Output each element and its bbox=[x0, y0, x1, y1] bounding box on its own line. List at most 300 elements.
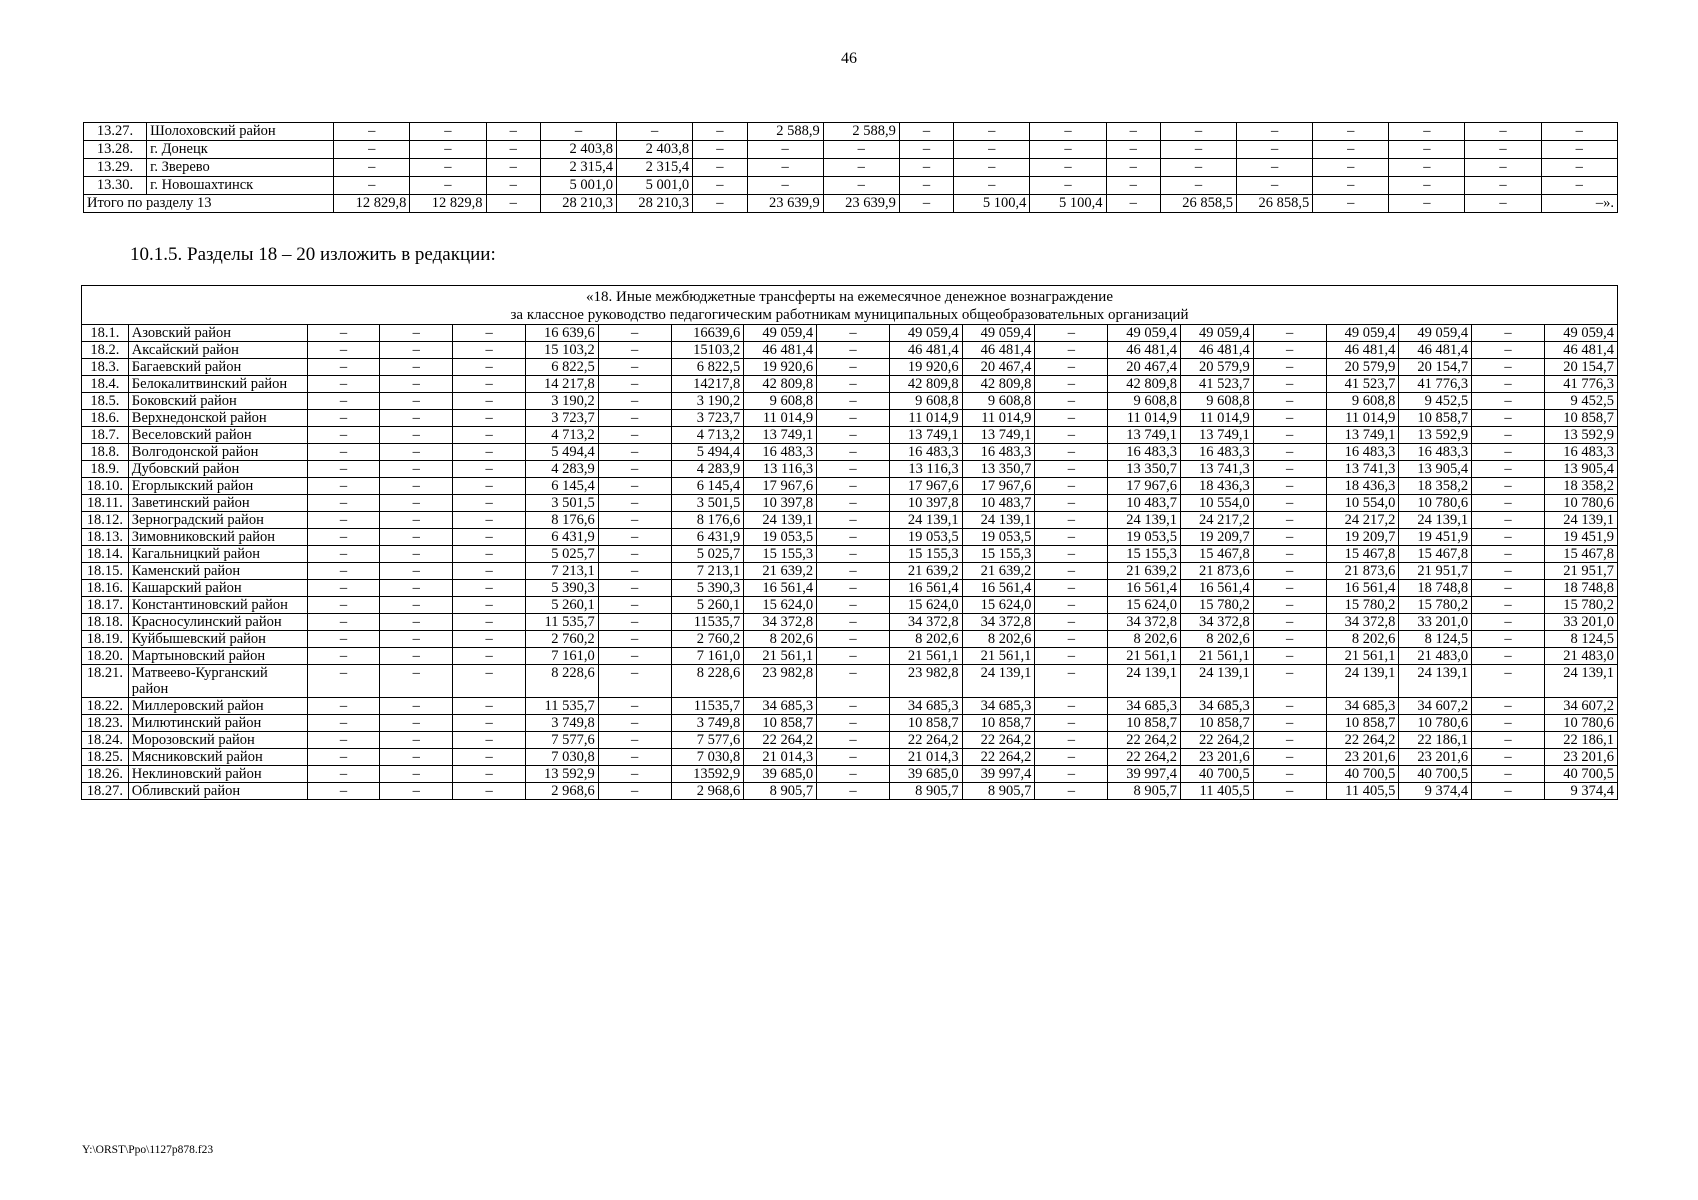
value-cell: – bbox=[453, 342, 526, 359]
value-cell: 41 523,7 bbox=[1326, 376, 1399, 393]
value-cell: – bbox=[1160, 159, 1236, 177]
total-value-cell: 26 858,5 bbox=[1160, 195, 1236, 213]
value-cell: – bbox=[1160, 177, 1236, 195]
value-cell: 19 053,5 bbox=[1108, 529, 1181, 546]
value-cell: – bbox=[1472, 766, 1545, 783]
value-cell: – bbox=[899, 123, 953, 141]
value-cell: – bbox=[817, 393, 890, 410]
value-cell: 39 685,0 bbox=[744, 766, 817, 783]
value-cell: – bbox=[380, 376, 453, 393]
table-caption-line-2: за классное руководство педагогическим работникам муниципальных общеобразовательных организаций bbox=[510, 307, 1189, 323]
value-cell: 8 228,6 bbox=[671, 665, 744, 698]
value-cell: – bbox=[453, 665, 526, 698]
district-name: Белокалитвинский район bbox=[128, 376, 307, 393]
value-cell: 9 374,4 bbox=[1544, 783, 1617, 800]
value-cell: – bbox=[598, 393, 671, 410]
row-number: 18.27. bbox=[82, 783, 129, 800]
row-number: 18.4. bbox=[82, 376, 129, 393]
value-cell: – bbox=[380, 393, 453, 410]
district-name: Милютинский район bbox=[128, 715, 307, 732]
value-cell: – bbox=[1253, 359, 1326, 376]
value-cell: – bbox=[307, 749, 380, 766]
table-row bbox=[82, 512, 1618, 529]
value-cell: 6 431,9 bbox=[671, 529, 744, 546]
value-cell: 10 780,6 bbox=[1544, 495, 1617, 512]
district-name: Дубовский район bbox=[128, 461, 307, 478]
value-cell: 3 749,8 bbox=[525, 715, 598, 732]
value-cell: 8 905,7 bbox=[962, 783, 1035, 800]
value-cell: 46 481,4 bbox=[1399, 342, 1472, 359]
row-number: 18.23. bbox=[82, 715, 129, 732]
value-cell: – bbox=[1389, 141, 1465, 159]
total-value-cell: 23 639,9 bbox=[747, 195, 823, 213]
value-cell: 34 607,2 bbox=[1544, 698, 1617, 715]
value-cell: 8 176,6 bbox=[671, 512, 744, 529]
value-cell: – bbox=[817, 529, 890, 546]
value-cell: 42 809,8 bbox=[1108, 376, 1181, 393]
total-value-cell: – bbox=[486, 195, 540, 213]
row-number: 18.25. bbox=[82, 749, 129, 766]
value-cell: 16 483,3 bbox=[1180, 444, 1253, 461]
value-cell: 21 639,2 bbox=[1108, 563, 1181, 580]
value-cell: – bbox=[899, 141, 953, 159]
value-cell: 14217,8 bbox=[671, 376, 744, 393]
value-cell: 16639,6 bbox=[671, 325, 744, 342]
row-number: 18.22. bbox=[82, 698, 129, 715]
value-cell: – bbox=[747, 177, 823, 195]
value-cell: – bbox=[307, 631, 380, 648]
value-cell: – bbox=[1472, 563, 1545, 580]
value-cell: – bbox=[1253, 427, 1326, 444]
value-cell: – bbox=[1465, 141, 1541, 159]
table-row bbox=[82, 766, 1618, 783]
total-label: Итого по разделу 13 bbox=[84, 195, 334, 213]
value-cell: 13 741,3 bbox=[1180, 461, 1253, 478]
value-cell: 15 624,0 bbox=[1108, 597, 1181, 614]
value-cell: 34 372,8 bbox=[1180, 614, 1253, 631]
value-cell: – bbox=[598, 427, 671, 444]
total-value-cell: 12 829,8 bbox=[410, 195, 486, 213]
value-cell: – bbox=[1035, 614, 1108, 631]
value-cell: 9 452,5 bbox=[1544, 393, 1617, 410]
value-cell: 41 776,3 bbox=[1399, 376, 1472, 393]
table-row bbox=[82, 715, 1618, 732]
value-cell: 13 749,1 bbox=[889, 427, 962, 444]
value-cell: – bbox=[307, 410, 380, 427]
row-number: 18.13. bbox=[82, 529, 129, 546]
row-number: 13.27. bbox=[84, 123, 147, 141]
value-cell: 49 059,4 bbox=[1399, 325, 1472, 342]
table-row bbox=[82, 325, 1618, 342]
row-name: г. Зверево bbox=[147, 159, 334, 177]
value-cell: 13 905,4 bbox=[1399, 461, 1472, 478]
value-cell: 3 190,2 bbox=[671, 393, 744, 410]
value-cell: 4 713,2 bbox=[671, 427, 744, 444]
subheading: 10.1.5. Разделы 18 – 20 изложить в редакции: bbox=[130, 244, 496, 265]
value-cell: – bbox=[307, 495, 380, 512]
value-cell: – bbox=[1035, 529, 1108, 546]
value-cell: – bbox=[598, 444, 671, 461]
value-cell: – bbox=[1030, 159, 1106, 177]
table-row bbox=[84, 141, 1618, 159]
total-value-cell: 5 100,4 bbox=[1030, 195, 1106, 213]
table-row bbox=[82, 631, 1618, 648]
value-cell: 6 822,5 bbox=[671, 359, 744, 376]
value-cell: – bbox=[1472, 359, 1545, 376]
value-cell: – bbox=[1313, 123, 1389, 141]
row-number: 18.7. bbox=[82, 427, 129, 444]
value-cell: – bbox=[380, 325, 453, 342]
table-row bbox=[82, 427, 1618, 444]
value-cell: – bbox=[817, 783, 890, 800]
value-cell: – bbox=[453, 783, 526, 800]
value-cell: – bbox=[817, 580, 890, 597]
value-cell: – bbox=[453, 749, 526, 766]
value-cell: 4 283,9 bbox=[525, 461, 598, 478]
value-cell: – bbox=[1030, 123, 1106, 141]
row-name: г. Новошахтинск bbox=[147, 177, 334, 195]
value-cell: – bbox=[954, 159, 1030, 177]
value-cell: 10 483,7 bbox=[1108, 495, 1181, 512]
value-cell: 13 749,1 bbox=[1326, 427, 1399, 444]
value-cell: – bbox=[380, 461, 453, 478]
district-name: Мартыновский район bbox=[128, 648, 307, 665]
value-cell: 5 025,7 bbox=[525, 546, 598, 563]
value-cell: 22 264,2 bbox=[1326, 732, 1399, 749]
value-cell: – bbox=[380, 529, 453, 546]
value-cell: 3 190,2 bbox=[525, 393, 598, 410]
value-cell: – bbox=[1313, 141, 1389, 159]
district-name: Константиновский район bbox=[128, 597, 307, 614]
value-cell: – bbox=[1035, 665, 1108, 698]
district-name: Неклиновский район bbox=[128, 766, 307, 783]
value-cell: – bbox=[453, 410, 526, 427]
value-cell: 14 217,8 bbox=[525, 376, 598, 393]
value-cell: 2 403,8 bbox=[540, 141, 616, 159]
value-cell: 40 700,5 bbox=[1544, 766, 1617, 783]
value-cell: – bbox=[410, 141, 486, 159]
value-cell: 10 483,7 bbox=[962, 495, 1035, 512]
value-cell: 19 053,5 bbox=[889, 529, 962, 546]
value-cell: – bbox=[954, 177, 1030, 195]
value-cell: 17 967,6 bbox=[1108, 478, 1181, 495]
value-cell: – bbox=[598, 495, 671, 512]
value-cell: 2 315,4 bbox=[540, 159, 616, 177]
value-cell: – bbox=[598, 512, 671, 529]
total-value-cell: – bbox=[899, 195, 953, 213]
value-cell: – bbox=[453, 597, 526, 614]
value-cell: 8 202,6 bbox=[1180, 631, 1253, 648]
value-cell: – bbox=[1253, 715, 1326, 732]
total-value-cell: –». bbox=[1541, 195, 1617, 213]
value-cell: – bbox=[307, 665, 380, 698]
page-number: 46 bbox=[841, 50, 857, 67]
previous-section-table bbox=[83, 122, 1618, 213]
value-cell: – bbox=[486, 159, 540, 177]
value-cell: – bbox=[307, 529, 380, 546]
table-row bbox=[82, 580, 1618, 597]
value-cell: – bbox=[307, 478, 380, 495]
value-cell: 6 431,9 bbox=[525, 529, 598, 546]
value-cell: 49 059,4 bbox=[744, 325, 817, 342]
value-cell: – bbox=[598, 648, 671, 665]
value-cell: 24 139,1 bbox=[744, 512, 817, 529]
value-cell: – bbox=[453, 648, 526, 665]
value-cell: – bbox=[1389, 123, 1465, 141]
value-cell: 16 561,4 bbox=[1180, 580, 1253, 597]
value-cell: 24 139,1 bbox=[1544, 665, 1617, 698]
value-cell: – bbox=[380, 749, 453, 766]
value-cell: – bbox=[380, 732, 453, 749]
value-cell: 16 561,4 bbox=[962, 580, 1035, 597]
table-row bbox=[82, 783, 1618, 800]
value-cell: – bbox=[1035, 698, 1108, 715]
value-cell: 15 155,3 bbox=[962, 546, 1035, 563]
row-number: 18.19. bbox=[82, 631, 129, 648]
value-cell: 49 059,4 bbox=[1326, 325, 1399, 342]
value-cell: – bbox=[410, 177, 486, 195]
value-cell: 5 260,1 bbox=[671, 597, 744, 614]
value-cell: – bbox=[1472, 427, 1545, 444]
value-cell: – bbox=[823, 177, 899, 195]
value-cell: 17 967,6 bbox=[889, 478, 962, 495]
value-cell: 2 760,2 bbox=[671, 631, 744, 648]
value-cell: – bbox=[1253, 342, 1326, 359]
value-cell: 10 780,6 bbox=[1399, 495, 1472, 512]
value-cell: 19 053,5 bbox=[962, 529, 1035, 546]
value-cell: 9 452,5 bbox=[1399, 393, 1472, 410]
value-cell: 16 639,6 bbox=[525, 325, 598, 342]
value-cell: – bbox=[1313, 177, 1389, 195]
total-value-cell: – bbox=[1106, 195, 1160, 213]
value-cell: – bbox=[380, 715, 453, 732]
value-cell: – bbox=[1253, 766, 1326, 783]
value-cell: 3 501,5 bbox=[671, 495, 744, 512]
value-cell: – bbox=[307, 732, 380, 749]
value-cell: – bbox=[1035, 376, 1108, 393]
value-cell: – bbox=[617, 123, 693, 141]
total-value-cell: – bbox=[693, 195, 747, 213]
value-cell: 24 139,1 bbox=[1326, 665, 1399, 698]
value-cell: – bbox=[380, 783, 453, 800]
value-cell: 33 201,0 bbox=[1399, 614, 1472, 631]
value-cell: 40 700,5 bbox=[1399, 766, 1472, 783]
value-cell: 21 561,1 bbox=[1326, 648, 1399, 665]
value-cell: – bbox=[307, 325, 380, 342]
value-cell: 10 780,6 bbox=[1399, 715, 1472, 732]
value-cell: 11 535,7 bbox=[525, 614, 598, 631]
value-cell: – bbox=[380, 665, 453, 698]
value-cell: – bbox=[899, 159, 953, 177]
value-cell: – bbox=[598, 580, 671, 597]
value-cell: 34 685,3 bbox=[889, 698, 962, 715]
table-row bbox=[82, 495, 1618, 512]
value-cell: 10 780,6 bbox=[1544, 715, 1617, 732]
value-cell: 5 494,4 bbox=[525, 444, 598, 461]
value-cell: – bbox=[410, 123, 486, 141]
value-cell: – bbox=[1253, 512, 1326, 529]
value-cell: – bbox=[817, 698, 890, 715]
value-cell: – bbox=[1237, 177, 1313, 195]
value-cell: – bbox=[1035, 325, 1108, 342]
value-cell: – bbox=[453, 580, 526, 597]
table-row bbox=[82, 614, 1618, 631]
value-cell: 22 264,2 bbox=[1108, 732, 1181, 749]
value-cell: – bbox=[1541, 141, 1617, 159]
value-cell: – bbox=[1472, 648, 1545, 665]
value-cell: – bbox=[1472, 631, 1545, 648]
value-cell: 20 467,4 bbox=[962, 359, 1035, 376]
value-cell: 4 283,9 bbox=[671, 461, 744, 478]
value-cell: – bbox=[1465, 177, 1541, 195]
value-cell: 5 260,1 bbox=[525, 597, 598, 614]
row-number: 13.30. bbox=[84, 177, 147, 195]
value-cell: 5 025,7 bbox=[671, 546, 744, 563]
table-row bbox=[82, 698, 1618, 715]
value-cell: 22 186,1 bbox=[1399, 732, 1472, 749]
value-cell: – bbox=[899, 177, 953, 195]
value-cell: 22 264,2 bbox=[1180, 732, 1253, 749]
value-cell: 18 358,2 bbox=[1399, 478, 1472, 495]
file-path-footer: Y:\ORST\Ppo\1127p878.f23 bbox=[82, 1144, 214, 1156]
value-cell: 21 639,2 bbox=[889, 563, 962, 580]
value-cell: – bbox=[1237, 123, 1313, 141]
district-name: Мясниковский район bbox=[128, 749, 307, 766]
value-cell: – bbox=[598, 478, 671, 495]
value-cell: – bbox=[1035, 512, 1108, 529]
value-cell: – bbox=[817, 715, 890, 732]
value-cell: 8 202,6 bbox=[1326, 631, 1399, 648]
value-cell: 2 968,6 bbox=[525, 783, 598, 800]
value-cell: – bbox=[1465, 159, 1541, 177]
value-cell: – bbox=[380, 546, 453, 563]
value-cell: 46 481,4 bbox=[1326, 342, 1399, 359]
value-cell: 39 997,4 bbox=[962, 766, 1035, 783]
value-cell: 23 982,8 bbox=[744, 665, 817, 698]
value-cell: – bbox=[817, 665, 890, 698]
value-cell: – bbox=[817, 478, 890, 495]
value-cell: – bbox=[453, 631, 526, 648]
value-cell: 17 967,6 bbox=[962, 478, 1035, 495]
value-cell: – bbox=[1253, 580, 1326, 597]
value-cell: 40 700,5 bbox=[1180, 766, 1253, 783]
value-cell: – bbox=[453, 546, 526, 563]
district-name: Верхнедонской район bbox=[128, 410, 307, 427]
total-value-cell: – bbox=[1465, 195, 1541, 213]
value-cell: – bbox=[1035, 631, 1108, 648]
value-cell: – bbox=[453, 393, 526, 410]
value-cell: 33 201,0 bbox=[1544, 614, 1617, 631]
value-cell: 8 905,7 bbox=[1108, 783, 1181, 800]
district-name: Куйбышевский район bbox=[128, 631, 307, 648]
value-cell: – bbox=[1541, 123, 1617, 141]
value-cell: 7 213,1 bbox=[525, 563, 598, 580]
total-value-cell: – bbox=[1313, 195, 1389, 213]
value-cell: 20 154,7 bbox=[1544, 359, 1617, 376]
value-cell: – bbox=[1035, 580, 1108, 597]
value-cell: 8 202,6 bbox=[962, 631, 1035, 648]
table-row bbox=[82, 478, 1618, 495]
value-cell: 24 139,1 bbox=[1180, 665, 1253, 698]
value-cell: – bbox=[598, 461, 671, 478]
value-cell: – bbox=[307, 546, 380, 563]
value-cell: – bbox=[823, 159, 899, 177]
value-cell: – bbox=[817, 631, 890, 648]
value-cell: – bbox=[1106, 177, 1160, 195]
value-cell: 16 561,4 bbox=[744, 580, 817, 597]
value-cell: 15 155,3 bbox=[889, 546, 962, 563]
value-cell: – bbox=[693, 177, 747, 195]
district-name: Миллеровский район bbox=[128, 698, 307, 715]
district-name: Волгодонской район bbox=[128, 444, 307, 461]
value-cell: 42 809,8 bbox=[889, 376, 962, 393]
value-cell: – bbox=[1035, 766, 1108, 783]
row-number: 18.2. bbox=[82, 342, 129, 359]
value-cell: – bbox=[453, 732, 526, 749]
value-cell: 21 014,3 bbox=[889, 749, 962, 766]
value-cell: – bbox=[817, 749, 890, 766]
table-row bbox=[82, 461, 1618, 478]
value-cell: 24 139,1 bbox=[962, 665, 1035, 698]
table-caption-line-1: «18. Иные межбюджетные трансферты на ежемесячное денежное вознаграждение bbox=[586, 289, 1113, 305]
value-cell: – bbox=[693, 159, 747, 177]
value-cell: – bbox=[1030, 141, 1106, 159]
value-cell: 16 483,3 bbox=[1544, 444, 1617, 461]
value-cell: 13 592,9 bbox=[1544, 427, 1617, 444]
value-cell: 39 997,4 bbox=[1108, 766, 1181, 783]
value-cell: – bbox=[1389, 159, 1465, 177]
value-cell: 42 809,8 bbox=[962, 376, 1035, 393]
value-cell: – bbox=[307, 376, 380, 393]
value-cell: 21 873,6 bbox=[1326, 563, 1399, 580]
value-cell: – bbox=[1106, 123, 1160, 141]
value-cell: 21 561,1 bbox=[962, 648, 1035, 665]
value-cell: – bbox=[1472, 325, 1545, 342]
value-cell: 19 209,7 bbox=[1180, 529, 1253, 546]
value-cell: – bbox=[1472, 376, 1545, 393]
value-cell: 49 059,4 bbox=[962, 325, 1035, 342]
value-cell: – bbox=[598, 665, 671, 698]
value-cell: – bbox=[1035, 461, 1108, 478]
value-cell: – bbox=[307, 698, 380, 715]
value-cell: – bbox=[1541, 159, 1617, 177]
value-cell: – bbox=[817, 495, 890, 512]
value-cell: 15 780,2 bbox=[1399, 597, 1472, 614]
value-cell: – bbox=[817, 732, 890, 749]
value-cell: 9 608,8 bbox=[1326, 393, 1399, 410]
value-cell: 13 116,3 bbox=[744, 461, 817, 478]
value-cell: – bbox=[1253, 325, 1326, 342]
value-cell: – bbox=[307, 359, 380, 376]
value-cell: 10 858,7 bbox=[962, 715, 1035, 732]
value-cell: – bbox=[598, 715, 671, 732]
value-cell: 5 390,3 bbox=[525, 580, 598, 597]
value-cell: – bbox=[1472, 478, 1545, 495]
row-name: г. Донецк bbox=[147, 141, 334, 159]
row-number: 18.15. bbox=[82, 563, 129, 580]
value-cell: 2 588,9 bbox=[747, 123, 823, 141]
table-row bbox=[82, 529, 1618, 546]
value-cell: – bbox=[380, 580, 453, 597]
value-cell: – bbox=[1106, 141, 1160, 159]
value-cell: 24 217,2 bbox=[1180, 512, 1253, 529]
value-cell: – bbox=[1472, 580, 1545, 597]
value-cell: – bbox=[1472, 597, 1545, 614]
value-cell: – bbox=[1035, 648, 1108, 665]
value-cell: 18 748,8 bbox=[1544, 580, 1617, 597]
value-cell: 18 436,3 bbox=[1326, 478, 1399, 495]
value-cell: 16 483,3 bbox=[1326, 444, 1399, 461]
